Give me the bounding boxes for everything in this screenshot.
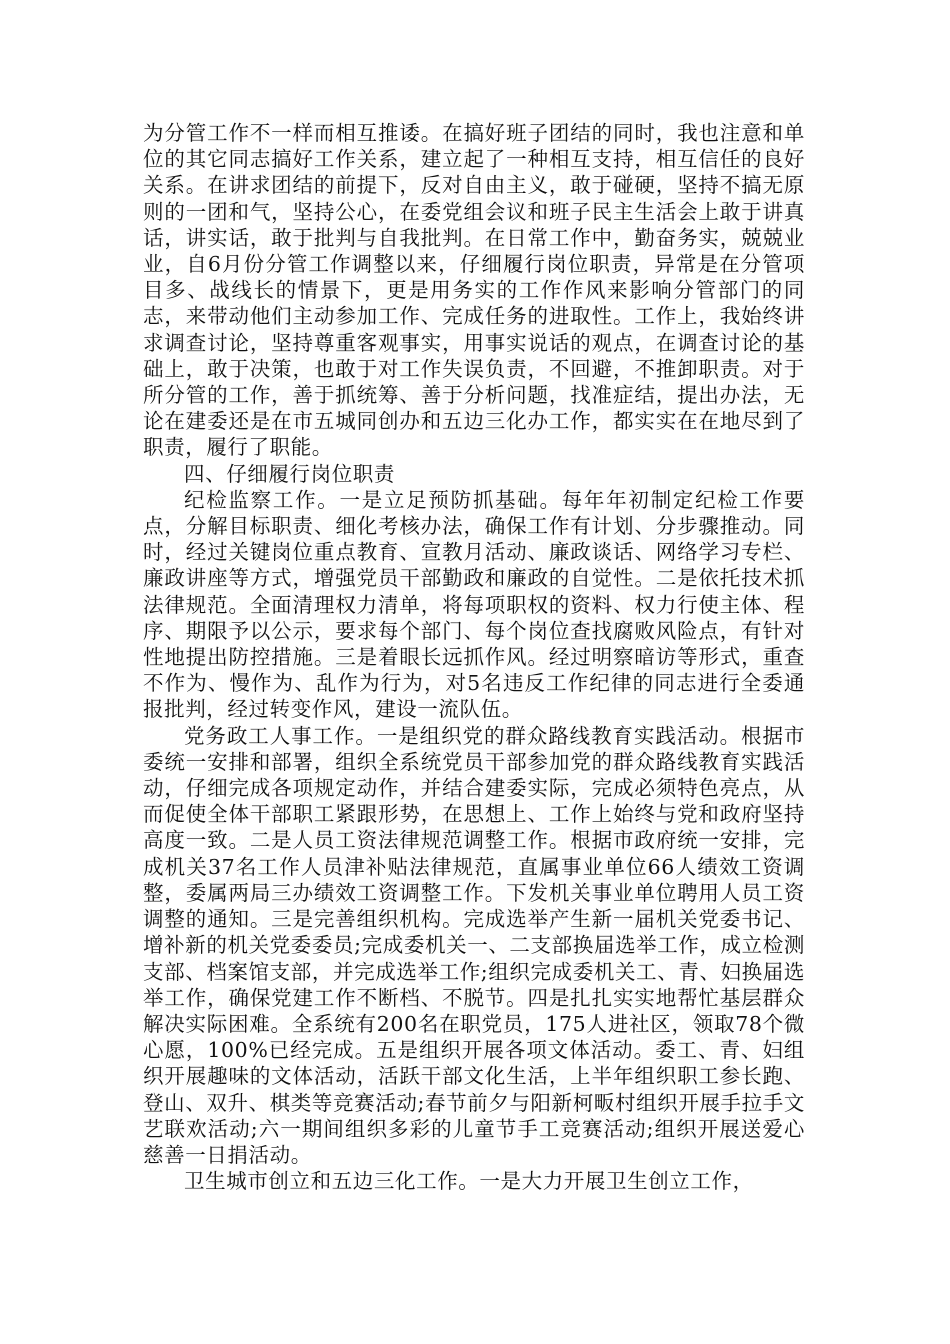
paragraph-discipline-inspection: 纪检监察工作。一是立足预防抓基础。每年年初制定纪检工作要点，分解目标职责、细化考核办法，确保工作有计划、分步骤推动。同时，经过关键岗位重点教育、宣教月活动、廉政谈话、网络学习专栏、廉政讲座等方式，增强党员干部勤政和廉政的自觉性。二是依托技术抓法律规范。全面清理权力清单，将每项职权的资料、权力行使主体、程序、期限予以公示，要求每个部门、每个岗位查找腐败风险点，有针对性地提出防控措施。三是着眼长远抓作风。经过明察暗访等形式，重查不作为、慢作为、乱作为行为，对5名违反工作纪律的同志进行全委通报批判，经过转变作风，建设一流队伍。 [143,487,805,722]
paragraph-party-affairs: 党务政工人事工作。一是组织党的群众路线教育实践活动。根据市委统一安排和部署，组织全系统党员干部参加党的群众路线教育实践活动，仔细完成各项规定动作，并结合建委实际，完成必须特色亮点，从而促使全体干部职工紧跟形势，在思想上、工作上始终与党和政府坚持高度一致。二是人员工资法律规范调整工作。根据市政府统一安排，完成机关37名工作人员津补贴法律规范，直属事业单位66人绩效工资调整，委属两局三办绩效工资调整工作。下发机关事业单位聘用人员工资调整的通知。三是完善组织机构。完成选举产生新一届机关党委书记、增补新的机关党委委员;完成委机关一、二支部换届选举工作，成立检测支部、档案馆支部，并完成选举工作;组织完成委机关工、青、妇换届选举工作，确保党建工作不断档、不脱节。四是扎扎实实地帮忙基层群众解决实际困难。全系统有200名在职党员，175人进社区，领取78个微心愿，100%已经完成。五是组织开展各项文体活动。委工、青、妇组织开展趣味的文体活动，活跃干部文化生活，上半年组织职工参长跑、登山、双升、棋类等竞赛活动;春节前夕与阳新柯畈村组织开展手拉手文艺联欢活动;六一期间组织多彩的儿童节手工竞赛活动;组织开展送爱心慈善一日捐活动。 [143,723,805,1167]
paragraph-continuation: 为分管工作不一样而相互推诿。在搞好班子团结的同时，我也注意和单位的其它同志搞好工作关系，建立起了一种相互支持，相互信任的良好关系。在讲求团结的前提下，反对自由主义，敢于碰硬，坚持不搞无原则的一团和气，坚持公心，在委党组会议和班子民主生活会上敢于讲真话，讲实话，敢于批判与自我批判。在日常工作中，勤奋务实，兢兢业业，自6月份分管工作调整以来，仔细履行岗位职责，异常是在分管项目多、战线长的情景下，更是用务实的工作作风来影响分管部门的同志，来带动他们主动参加工作、完成任务的进取性。工作上，我始终讲求调查讨论，坚持尊重客观事实，用事实说话的观点，在调查讨论的基础上，敢于决策，也敢于对工作失误负责，不回避，不推卸职责。对于所分管的工作，善于抓统筹、善于分析问题，找准症结，提出办法，无论在建委还是在市五城同创办和五边三化办工作，都实实在在地尽到了职责，履行了职能。 [143,121,805,460]
document-page [143,120,805,1194]
section-heading-four: 四、仔细履行岗位职责 [184,461,395,486]
paragraph-sanitation-city: 卫生城市创立和五边三化工作。一是大力开展卫生创立工作， [184,1169,754,1194]
